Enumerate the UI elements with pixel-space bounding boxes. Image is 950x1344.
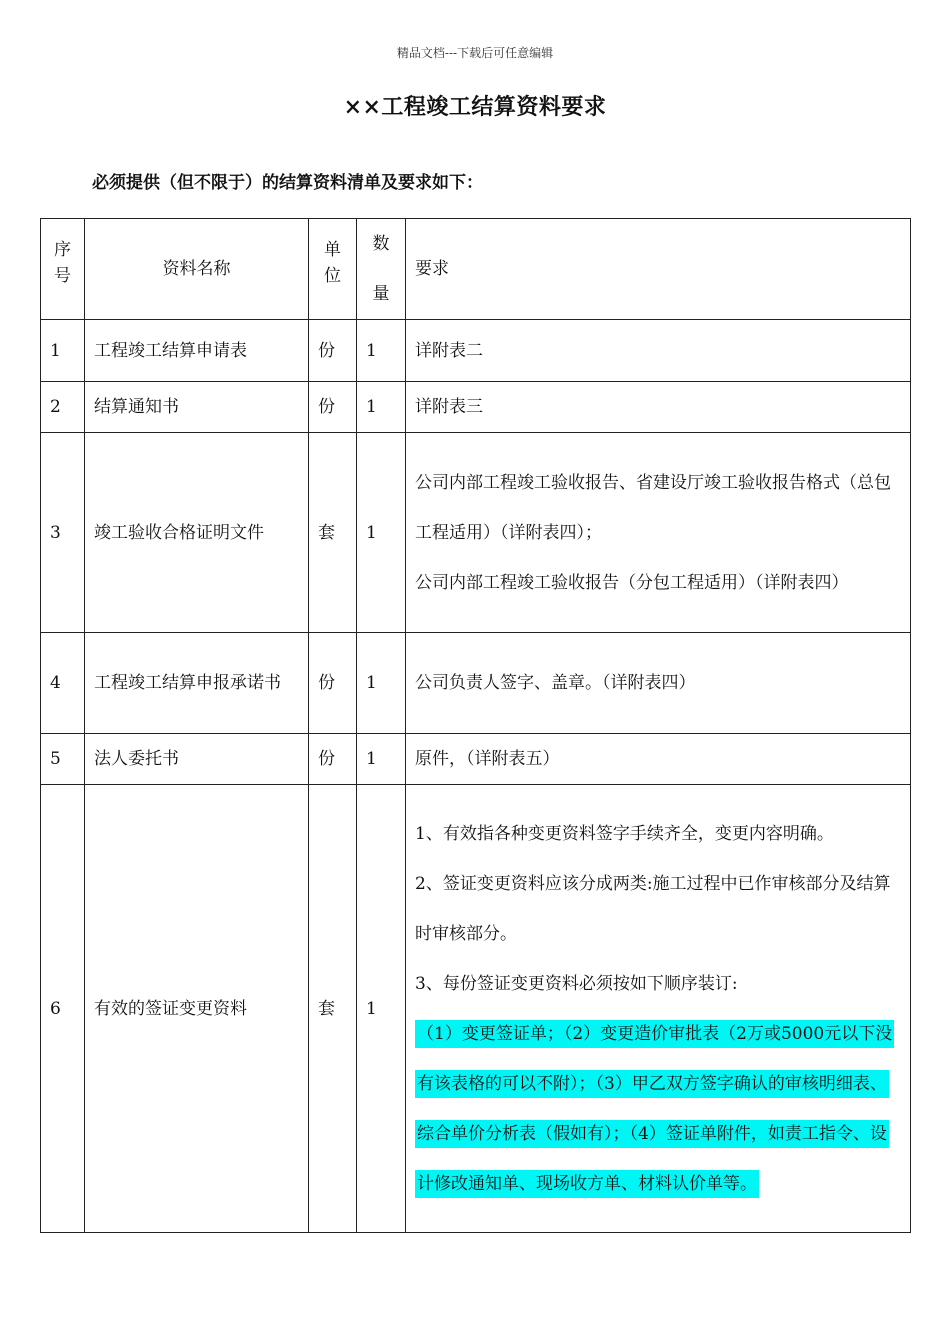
row-qty: 1 [357, 785, 406, 1233]
requirement-paragraph: 公司内部工程竣工验收报告（分包工程适用）（详附表四） [415, 572, 849, 593]
row-qty: 1 [357, 382, 406, 433]
row-name: 工程竣工结算申请表 [85, 320, 309, 382]
row-name: 工程竣工结算申报承诺书 [85, 633, 309, 734]
header-note: 精品文档---下载后可任意编辑 [396, 46, 554, 60]
table-row [41, 382, 911, 433]
row-requirement: 详附表三 [406, 382, 911, 433]
row-unit: 份 [309, 633, 357, 734]
row-qty: 1 [357, 320, 406, 382]
row-no: 4 [41, 633, 85, 734]
row-no: 1 [41, 320, 85, 382]
requirement-paragraph: 2、签证变更资料应该分成两类:施工过程中已作审核部分及结算时审核部分。 [415, 873, 891, 944]
highlight-paragraph [415, 1009, 901, 1209]
requirement-paragraph: 1、有效指各种变更资料签字手续齐全，变更内容明确。 [415, 823, 834, 844]
requirement-paragraph: 3、每份签证变更资料必须按如下顺序装订: [415, 973, 738, 994]
table-row [41, 785, 911, 1233]
row-requirement: 公司负责人签字、盖章。（详附表四） [406, 633, 911, 734]
row-name: 竣工验收合格证明文件 [85, 433, 309, 633]
row-requirement: 详附表二 [406, 320, 911, 382]
row-qty: 1 [357, 633, 406, 734]
requirements-table [40, 218, 911, 1233]
row-no: 6 [41, 785, 85, 1233]
row-name: 结算通知书 [85, 382, 309, 433]
row-qty: 1 [357, 734, 406, 785]
table-header-row [41, 219, 911, 320]
row-requirement [406, 433, 911, 633]
row-unit: 份 [309, 382, 357, 433]
highlighted-text: （1）变更签证单；（2）变更造价审批表（2万或5000元以下没有该表格的可以不附）；（3）甲乙双方签字确认的审核明细表、综合单价分析表（假如有）；（4）签证单附件，如责工指令、设计修改通知单、现场收方单、材料认价单等。 [415, 1020, 894, 1198]
row-qty: 1 [357, 433, 406, 633]
row-unit: 份 [309, 734, 357, 785]
table-row [41, 320, 911, 382]
row-unit: 套 [309, 433, 357, 633]
row-name: 法人委托书 [85, 734, 309, 785]
row-requirement: 原件，（详附表五） [406, 734, 911, 785]
document-subtitle: 必须提供（但不限于）的结算资料清单及要求如下： [92, 173, 483, 193]
row-requirement [406, 785, 911, 1233]
header-no: 序 号 [41, 219, 85, 320]
document-title: ××工程竣工结算资料要求 [343, 94, 607, 120]
header-qty: 数 量 [357, 219, 406, 320]
row-unit: 份 [309, 320, 357, 382]
header-name: 资料名称 [85, 219, 309, 320]
row-no: 5 [41, 734, 85, 785]
header-unit: 单 位 [309, 219, 357, 320]
row-name: 有效的签证变更资料 [85, 785, 309, 1233]
row-no: 3 [41, 433, 85, 633]
header-requirement: 要求 [406, 219, 911, 320]
table-row [41, 633, 911, 734]
requirement-paragraph: 公司内部工程竣工验收报告、省建设厅竣工验收报告格式（总包工程适用）（详附表四）； [415, 472, 891, 543]
table-row [41, 734, 911, 785]
row-no: 2 [41, 382, 85, 433]
row-unit: 套 [309, 785, 357, 1233]
table-row [41, 433, 911, 633]
